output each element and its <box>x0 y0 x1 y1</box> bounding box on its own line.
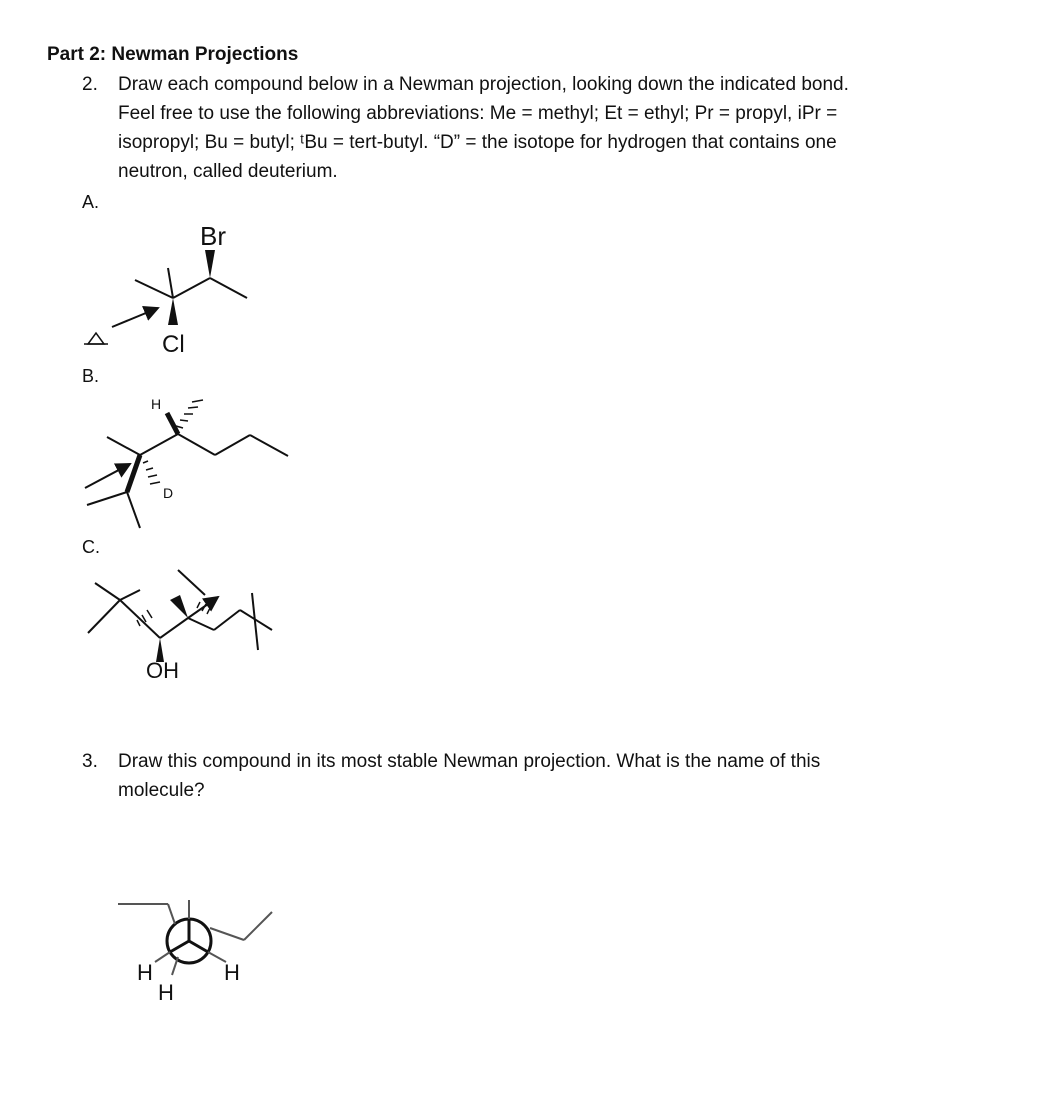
compound-b-structure <box>85 434 288 528</box>
bond <box>135 280 173 298</box>
bond <box>87 492 127 505</box>
view-arrow <box>188 597 218 618</box>
bond <box>173 278 210 298</box>
wedge-bond-br <box>205 250 215 278</box>
question-3-line: Draw this compound in its most stable Newman projection. What is the name of this <box>118 751 821 772</box>
eye-icon <box>84 333 108 344</box>
wedge-bond <box>170 595 188 618</box>
question-3-number: 3. <box>82 751 98 772</box>
part-title: Part 2: Newman Projections <box>47 44 299 65</box>
bond <box>214 610 240 630</box>
bond <box>120 590 140 600</box>
bond <box>215 435 250 455</box>
view-arrow <box>112 308 158 327</box>
atom-d: D <box>163 485 174 501</box>
bold-bond-h <box>167 413 178 434</box>
bond <box>210 278 247 298</box>
question-2-line: neutron, called deuterium. <box>118 161 338 182</box>
atom-br: Br <box>200 221 226 251</box>
question-2-line: Draw each compound below in a Newman projection, looking down the indicated bond. <box>118 74 849 95</box>
bond <box>140 434 178 455</box>
atom-h: H <box>224 960 240 985</box>
compound-b-label: B. <box>82 366 100 386</box>
bond <box>160 618 188 638</box>
bond <box>127 492 140 528</box>
atom-h: H <box>158 980 174 1005</box>
compound-c-label: C. <box>82 537 100 557</box>
question-2-line: isopropyl; Bu = butyl; ᵗBu = tert-butyl. “D” = the isotope for hydrogen that contains one <box>118 132 837 153</box>
bond <box>120 600 160 638</box>
bold-bond <box>127 455 140 492</box>
view-arrow <box>85 464 130 488</box>
compound-a-structure <box>112 268 247 327</box>
question-2-line: Feel free to use the following abbreviations: Me = methyl; Et = ethyl; Pr = propyl, iPr = <box>118 103 838 124</box>
atom-oh: OH <box>146 658 179 683</box>
compound-a-label: A. <box>82 192 100 212</box>
bond <box>107 437 140 455</box>
question-3-line: molecule? <box>118 780 205 801</box>
bond <box>188 618 214 630</box>
question-2-number: 2. <box>82 74 98 95</box>
bond <box>178 434 215 455</box>
wedge-bond-cl <box>168 298 178 325</box>
hashed-bond-d <box>143 461 160 484</box>
hashed-bond <box>176 400 203 428</box>
atom-cl: Cl <box>162 331 185 358</box>
bond <box>250 435 288 456</box>
atom-h: H <box>151 396 162 412</box>
bond <box>178 570 205 595</box>
atom-h: H <box>137 960 153 985</box>
bond <box>95 583 120 600</box>
question-3-text <box>118 747 1018 805</box>
bond <box>88 600 120 633</box>
bond <box>168 268 173 298</box>
